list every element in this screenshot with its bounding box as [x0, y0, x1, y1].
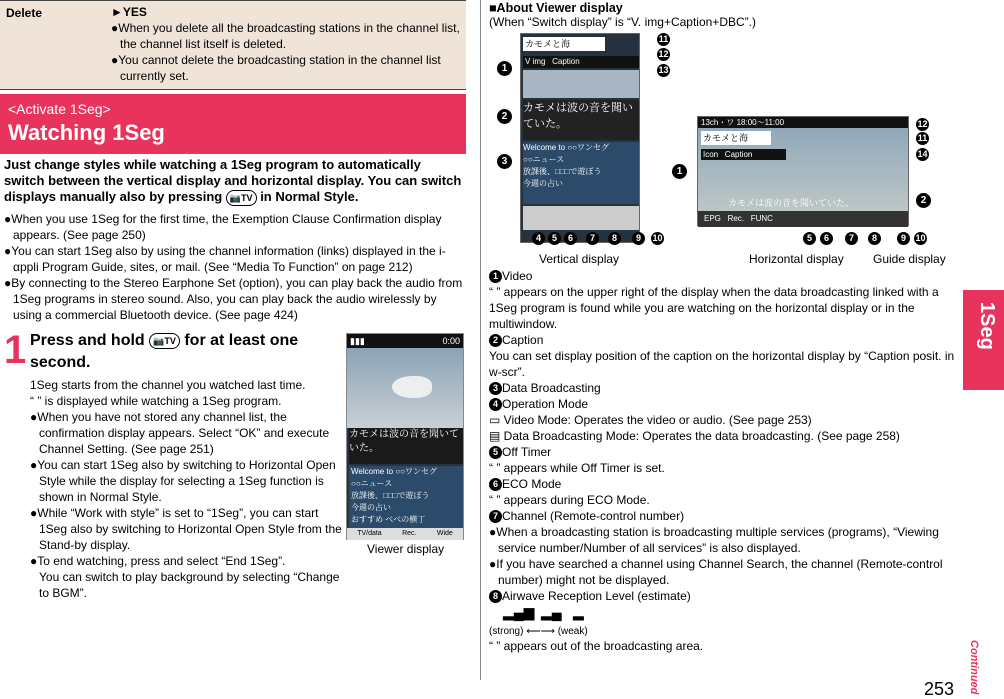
step-bullet-1: ●When you have not stored any channel list, the confirmation display appears. Select “OK” and execute Channel Setting. (See page 251) — [30, 410, 330, 456]
callout-12: 12 — [658, 49, 669, 60]
section-header — [0, 94, 466, 154]
v-dbc — [523, 142, 639, 204]
item-airwave-body: “ ” appears out of the broadcasting area. — [489, 639, 704, 653]
intro-bullets — [4, 211, 466, 323]
delete-yes: ►YES — [111, 5, 147, 19]
dbc-area — [349, 466, 463, 528]
v-video — [523, 70, 639, 98]
viewer-display-caption: Viewer display — [367, 542, 445, 556]
h-title: カモメと海 — [701, 131, 771, 145]
delete-value — [105, 1, 466, 89]
item-opmode-video: ▭ Video Mode: Operates the video or audio. (See page 253) — [489, 413, 812, 427]
dbc-line-4: 今週の占い — [351, 503, 391, 512]
viewer-display-screen — [346, 333, 464, 540]
continued-text: Continued — [968, 640, 980, 695]
v-title-bar: カモメと海 — [523, 37, 605, 51]
airwave-scale — [489, 604, 957, 626]
callout-h14: 14 — [917, 149, 928, 160]
vertical-display-label: Vertical display — [539, 252, 620, 266]
item-video-body: “ ” appears on the upper right of the display when the data broadcasting linked with a 1Seg program is found while you are watching on the horizontal display or in the multiwindow. — [489, 285, 939, 331]
section-title: Watching 1Seg — [8, 120, 165, 145]
dbc-line-2: ○○ニュース — [351, 479, 393, 488]
caption-area: カモメは波の音を聞いていた。 — [349, 428, 463, 464]
h-callouts-bottom: 5 6 7 8 9 10 — [803, 232, 927, 245]
v-mode-bar: V img Caption — [523, 56, 639, 68]
status-bar: ▮▮▮ 0:00 — [347, 334, 463, 348]
item-opmode-dbc: ▤ Data Broadcasting Mode: Operates the data broadcasting. (See page 258) — [489, 429, 900, 443]
video-area — [347, 348, 463, 428]
h-mode-bar: Icon Caption — [701, 149, 786, 160]
signal-mid-icon: ▂▄ — [541, 604, 562, 620]
signal-weak-icon: ▂ — [573, 604, 584, 620]
item-channel-b2: ●If you have searched a channel using Channel Search, the channel (Remote-control number) might not be displayed. — [489, 557, 943, 587]
item-channel: 7 Channel (Remote-control number) — [489, 508, 957, 524]
horizontal-display-diagram — [697, 116, 909, 226]
callout-h2: 2 — [916, 192, 931, 208]
item-eco-body: “ ” appears during ECO Mode. — [489, 493, 650, 507]
side-tab — [963, 290, 1004, 390]
softkey-wide: Wide — [436, 530, 453, 537]
intro-bullet-2: ●You can start 1Seg also by using the channel information (links) displayed in the i-αppli Program Guide, sites, or mail. (See “Media To Function” on page 212) — [4, 244, 446, 274]
continued-marker — [966, 640, 986, 696]
v-dbc-4: 今週の占い — [523, 179, 563, 188]
callout-3: 3 — [497, 153, 512, 169]
tv-key-icon-2: 📷TV — [149, 333, 180, 349]
delete-table — [0, 0, 466, 90]
about-subtitle: (When “Switch display” is “V. img+Caption+DBC”.) — [489, 15, 756, 29]
v-softkeys — [523, 206, 639, 230]
intro-lead: Just change styles while watching a 1Seg program to automatically switch between the vertical display and horizontal display. You can switch displays manually also by pressing 📷TV in Normal Style. — [4, 157, 462, 204]
item-channel-b1: ●When a broadcasting station is broadcasting multiple services (programs), “Viewing service number/Number of all services” is also displayed. — [489, 525, 939, 555]
item-offtimer: 5 Off Timer — [489, 444, 957, 460]
delete-key: Delete — [0, 1, 105, 89]
column-divider — [480, 0, 481, 680]
about-title: ■About Viewer display — [489, 1, 623, 15]
horizontal-display-label: Horizontal display — [749, 252, 844, 266]
vertical-display-diagram — [520, 33, 640, 243]
v-dbc-2: ○○ニュース — [523, 155, 565, 164]
seagull-icon — [392, 376, 432, 398]
delete-bullet-1: ●When you delete all the broadcasting stations in the channel list, the channel list itself is deleted. — [111, 21, 460, 51]
step-last: You can switch to play background by selecting “Change to BGM”. — [39, 570, 340, 600]
v-callouts-bottom: 4 5 6 7 8 9 10 — [532, 232, 664, 245]
v-caption: カモメは波の音を聞いていた。 — [523, 100, 639, 140]
step-bullet-3: ●While “Work with style” is set to “1Seg”, you can start 1Seg also by switching to Horizontal Open Style from the Stand-by display. — [30, 506, 342, 552]
callout-h11: 11 — [917, 133, 928, 144]
soft-key-bar — [347, 528, 463, 540]
step-bullet-2: ●You can start 1Seg also by switching to Horizontal Open Style while the display for selecting a 1Seg function is shown in Normal Style. — [30, 458, 336, 504]
h-status: 13ch・ワ 18:00～11:00 — [698, 117, 908, 128]
item-offtimer-body: “ ” appears while Off Timer is set. — [489, 461, 665, 475]
item-opmode: 4 Operation Mode — [489, 396, 957, 412]
delete-bullet-2: ●You cannot delete the broadcasting station in the channel list currently set. — [111, 53, 441, 83]
step-desc-2: “ ” is displayed while watching a 1Seg program. — [30, 394, 282, 408]
items-list — [489, 268, 957, 654]
item-eco: 6 ECO Mode — [489, 476, 957, 492]
intro-bullet-1: ●When you use 1Seg for the first time, the Exemption Clause Confirmation display appears. (See page 250) — [4, 212, 442, 242]
h-softkeys: EPG Rec. FUNC — [698, 211, 908, 227]
item-dbc: 3 Data Broadcasting — [489, 380, 957, 396]
step-number: 1 — [4, 328, 27, 372]
item-caption-body: You can set display position of the caption on the horizontal display by “Caption posit. in w-scr”. — [489, 349, 955, 379]
v-dbc-1: Welcome to ○○ワンセグ — [523, 143, 609, 152]
dbc-line-1: Welcome to ○○ワンセグ — [351, 467, 437, 476]
signal-strong-icon: ▂▄▆ — [503, 604, 535, 620]
step-title: Press and hold 📷TV for at least one second. — [30, 332, 299, 371]
step-desc-1: 1Seg starts from the channel you watched last time. — [30, 378, 306, 392]
item-caption: 2 Caption — [489, 332, 957, 348]
intro-bullet-3: ●By connecting to the Stereo Earphone Set (option), you can play back the audio from 1Seg programs in stereo sound. Also, you can play back the audio wirelessly by using a commercial Bluetooth device. (See page 424) — [4, 276, 463, 322]
guide-display-label: Guide display — [873, 252, 946, 266]
callout-2: 2 — [497, 108, 512, 124]
step-bullet-4: ●To end watching, press and select “End 1Seg”. — [30, 554, 286, 568]
callout-1: 1 — [497, 60, 512, 76]
callout-13: 13 — [658, 65, 669, 76]
dbc-line-5: おすすめ べべの横丁 — [351, 515, 426, 524]
h-caption: カモメは波の音を聞いていた。 — [728, 198, 855, 208]
side-tab-label: 1Seg — [976, 302, 998, 350]
callout-11: 11 — [658, 34, 669, 45]
softkey-tvdata: TV/data — [357, 530, 382, 537]
item-airwave: 8 Airwave Reception Level (estimate) — [489, 588, 957, 604]
page-number: 253 — [924, 679, 955, 699]
step-body — [30, 377, 345, 601]
dbc-line-3: 放課後、□□□で遊ぼう — [351, 491, 430, 500]
section-subtitle: <Activate 1Seg> — [8, 101, 111, 117]
callout-h1: 1 — [672, 163, 687, 179]
airwave-legend: (strong) ⟵⟶ (weak) — [489, 626, 588, 637]
tv-key-icon: 📷TV — [226, 190, 257, 206]
callout-h12: 12 — [917, 119, 928, 130]
softkey-rec: Rec. — [402, 530, 417, 537]
v-dbc-3: 放課後、□□□で遊ぼう — [523, 167, 602, 176]
item-video: 1 Video — [489, 268, 957, 284]
